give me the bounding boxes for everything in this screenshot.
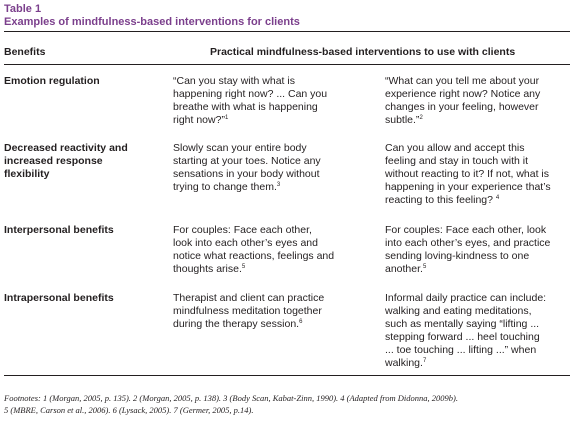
bottom-rule xyxy=(4,375,570,376)
text-line: starting at your toes. Notice any xyxy=(173,155,321,167)
row-interpersonal-intervention-1 xyxy=(173,224,334,276)
text-line: happening in your experience that’s xyxy=(385,181,551,193)
text-line: right now?” xyxy=(173,114,225,126)
text-line: For couples: Face each other, xyxy=(173,224,312,236)
text-line: experience right now? Notice any xyxy=(385,88,541,100)
text-line: notice what reactions, feelings and xyxy=(173,250,335,262)
text-line: Slowly scan your entire body xyxy=(173,142,307,154)
text-line: For couples: Face each other, look xyxy=(385,224,547,236)
footnotes xyxy=(4,392,458,416)
footnote-ref: 7 xyxy=(422,358,427,364)
row-interpersonal-benefit xyxy=(4,224,114,237)
text-line: changes in your feeling, however xyxy=(385,101,539,113)
text-line: “Can you stay with what is xyxy=(173,75,295,87)
footnote-ref: 2 xyxy=(419,115,423,121)
text-line: reacting to this feeling? xyxy=(385,194,496,206)
row-intrapersonal-intervention-2 xyxy=(385,292,546,370)
text-line: happening right now? ... Can you xyxy=(173,88,328,100)
footnote-ref: 5 xyxy=(422,264,427,270)
footnote-ref: 3 xyxy=(276,182,281,188)
benefit-line: Emotion regulation xyxy=(4,75,100,87)
table-caption: Examples of mindfulness-based interventions for clients xyxy=(4,16,300,28)
text-line: sensations in your body without xyxy=(173,168,320,180)
header-benefits: Benefits xyxy=(4,46,46,58)
table-label: Table 1 xyxy=(4,3,42,15)
benefit-line: Decreased reactivity and xyxy=(4,142,128,154)
text-line: trying to change them. xyxy=(173,181,277,193)
text-line: ... toe touching ... lifting ...” when xyxy=(385,344,537,356)
text-line: without reacting to it? If not, what is xyxy=(385,168,550,180)
text-line: Can you allow and accept this xyxy=(385,142,525,154)
text-line: walking and eating meditations, xyxy=(385,305,532,317)
text-line: breathe with what is happening xyxy=(173,101,318,113)
benefit-line: Intrapersonal benefits xyxy=(4,292,114,304)
top-rule xyxy=(4,31,570,32)
text-line: another. xyxy=(385,263,423,275)
text-line: during the therapy session. xyxy=(173,318,300,330)
benefit-line: flexibility xyxy=(4,168,50,180)
text-line: feeling and stay in touch with it xyxy=(385,155,529,167)
footnote-ref: 6 xyxy=(299,319,303,325)
footnote-line: 5 (MBRE, Carson et al., 2006). 6 (Lysack, 2005). 7 (Germer, 2005, p.14). xyxy=(4,405,254,415)
row-reactivity-intervention-1 xyxy=(173,142,321,194)
row-reactivity-intervention-2 xyxy=(385,142,551,207)
row-emotion-regulation-intervention-2 xyxy=(385,75,540,127)
footnote-ref: 1 xyxy=(224,115,229,121)
text-line: walking. xyxy=(385,357,423,369)
text-line: Therapist and client can practice xyxy=(173,292,325,304)
row-intrapersonal-intervention-1 xyxy=(173,292,324,331)
footnote-ref: 4 xyxy=(495,195,500,201)
benefit-line: increased response xyxy=(4,155,103,167)
text-line: thoughts arise. xyxy=(173,263,242,275)
row-reactivity-benefit xyxy=(4,142,128,181)
text-line: stepping forward ... heel touching xyxy=(385,331,540,343)
row-intrapersonal-benefit xyxy=(4,292,114,305)
header-practical: Practical mindfulness-based interventions to use with clients xyxy=(210,46,516,58)
text-line: Informal daily practice can include: xyxy=(385,292,547,304)
row-emotion-regulation-benefit xyxy=(4,75,100,88)
text-line: mindfulness meditation together xyxy=(173,305,322,317)
text-line: such as mentally saying “lifting ... xyxy=(385,318,540,330)
text-line: “What can you tell me about your xyxy=(385,75,540,87)
header-rule xyxy=(4,64,570,65)
footnote-ref: 5 xyxy=(241,264,246,270)
text-line: sending loving-kindness to one xyxy=(385,250,530,262)
row-interpersonal-intervention-2 xyxy=(385,224,550,276)
text-line: look into each other’s eyes and xyxy=(173,237,318,249)
benefit-line: Interpersonal benefits xyxy=(4,224,114,236)
text-line: into each other’s eyes, and practice xyxy=(385,237,551,249)
table-title xyxy=(4,3,300,29)
text-line: subtle.” xyxy=(385,114,420,126)
row-emotion-regulation-intervention-1 xyxy=(173,75,327,127)
footnote-line: Footnotes: 1 (Morgan, 2005, p. 135). 2 (Morgan, 2005, p. 138). 3 (Body Scan, Kabat-Zinn, 1990). 4 (Adapted from Didonna, 2009b). xyxy=(4,393,458,403)
